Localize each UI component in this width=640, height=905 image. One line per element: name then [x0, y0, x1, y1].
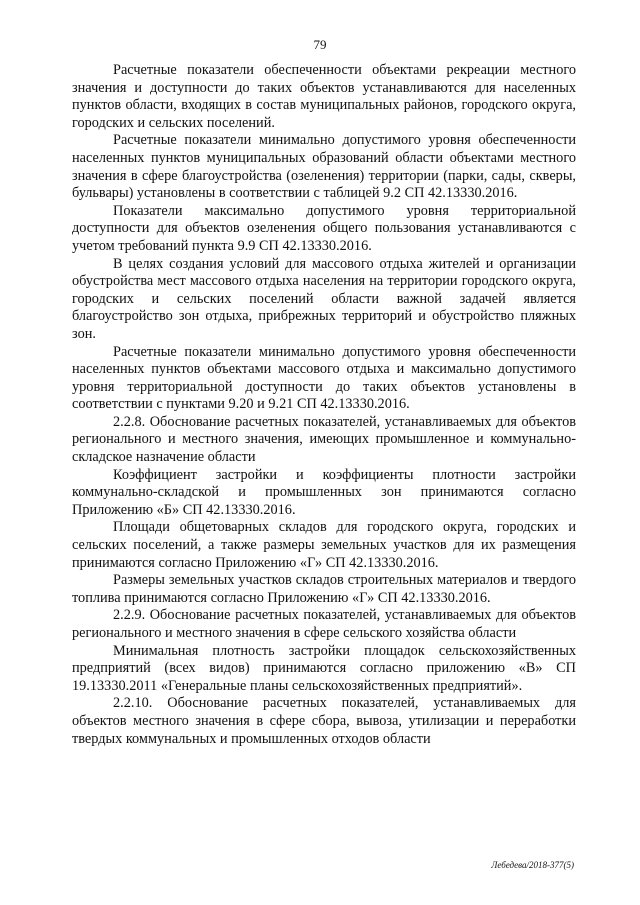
section-heading-2-2-9: 2.2.9. Обоснование расчетных показателей, устанавливаемых для объектов регионального и местного значения в сфере сельского хозяйства области [72, 607, 576, 641]
footer-document-code: Лебедева/2018-377(5) [491, 860, 574, 870]
paragraph-mass-recreation-goals: В целях создания условий для массового отдыха жителей и организации обустройства мест массового отдыха населения на территории городского округа, городских и сельских поселений области важной задачей является благоустройство зон отдыха, прибрежных территорий и обустройство пляжных зон. [72, 255, 576, 342]
paragraph-warehouse-areas: Площади общетоварных складов для городского округа, городских и сельских поселений, а также размеры земельных участков для их размещения принимаются согласно Приложению «Г» СП 42.13330.2016. [72, 519, 576, 571]
body-text [72, 62, 576, 748]
paragraph-recreation-indicators: Расчетные показатели обеспеченности объектами рекреации местного значения и доступности до таких объектов устанавливаются для населенных пунктов области, входящих в состав муниципальных районов, городского округа, городских и сельских поселений. [72, 62, 576, 131]
paragraph-landscaping-indicators: Расчетные показатели минимально допустимого уровня обеспеченности населенных пунктов муниципальных образований области объектами местного значения в сфере благоустройства (озеленения) территории (парки, сады, скверы, бульвары) установлены в соответствии с таблицей 9.2 СП 42.13330.2016. [72, 132, 576, 202]
paragraph-mass-recreation-indicators: Расчетные показатели минимально допустимого уровня обеспеченности населенных пунктов объектами массового отдыха и максимально допустимого уровня территориальной доступности до таких объектов установлены в соответствии с пунктами 9.20 и 9.21 СП 42.13330.2016. [72, 343, 576, 413]
paragraph-building-coefficients: Коэффициент застройки и коэффициенты плотности застройки коммунально-складской и промышленных зон принимаются согласно Приложению «Б» СП 42.13330.2016. [72, 466, 576, 518]
page-number: 79 [313, 37, 327, 52]
section-heading-2-2-8: 2.2.8. Обоснование расчетных показателей, устанавливаемых для объектов регионального и местного значения, имеющих промышленное и коммунально-складское назначение области [72, 413, 576, 466]
paragraph-material-warehouses: Размеры земельных участков складов строительных материалов и твердого топлива принимаются согласно Приложению «Г» СП 42.13330.2016. [72, 572, 576, 606]
paragraph-agricultural-density: Минимальная плотность застройки площадок сельскохозяйственных предприятий (всех видов) принимаются согласно приложению «В» СП 19.13330.2011 «Генеральные планы сельскохозяйственных предприятий». [72, 642, 576, 694]
section-heading-2-2-10: 2.2.10. Обоснование расчетных показателей, устанавливаемых для объектов местного значения в сфере сбора, вывоза, утилизации и переработки твердых коммунальных и промышленных отходов области [72, 695, 576, 747]
paragraph-greening-accessibility: Показатели максимально допустимого уровня территориальной доступности для объектов озеленения общего пользования устанавливаются с учетом требований пункта 9.9 СП 42.13330.2016. [72, 202, 576, 254]
